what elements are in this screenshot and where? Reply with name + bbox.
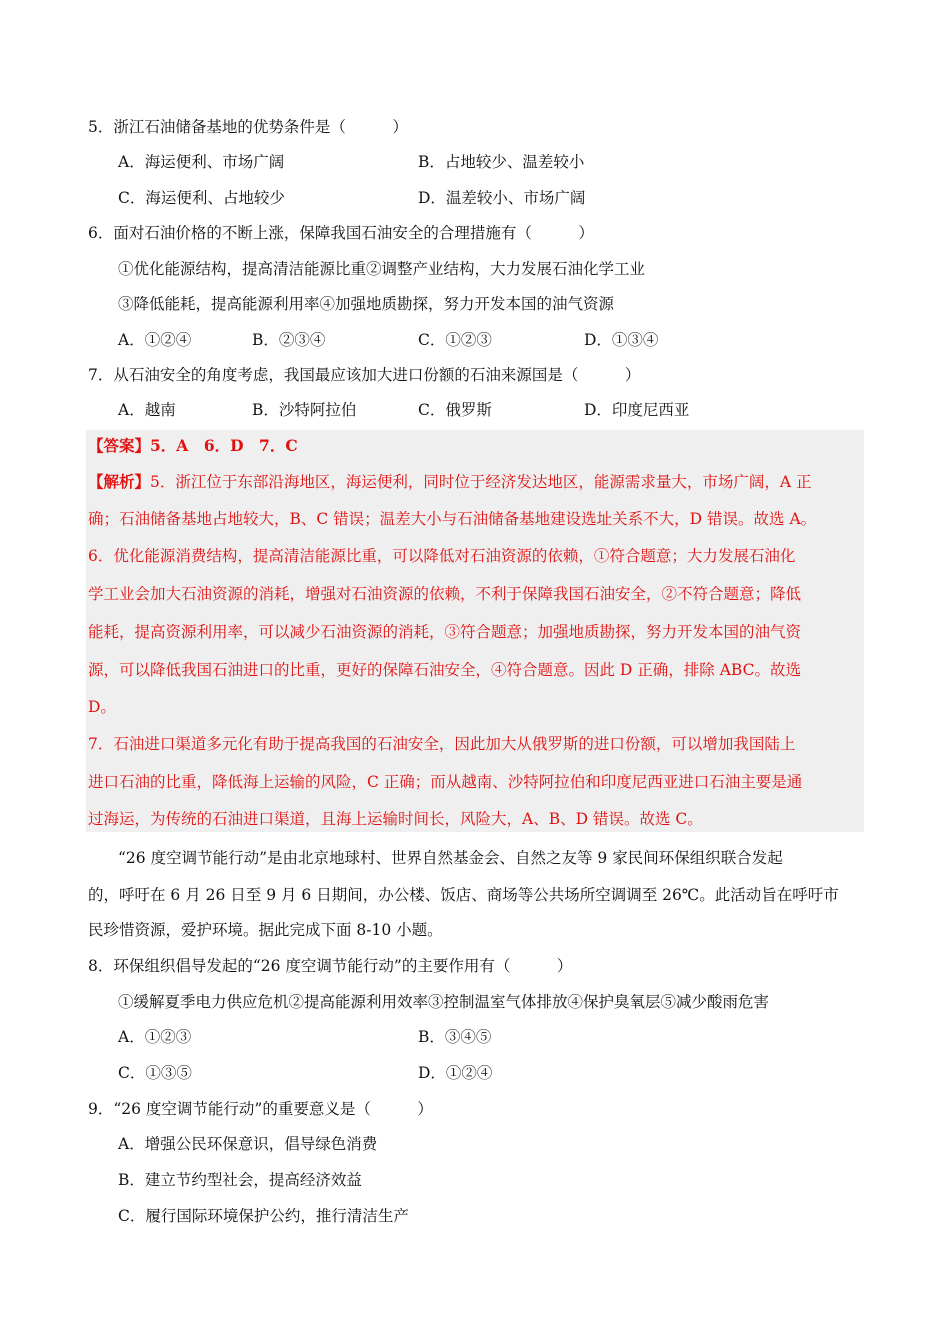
passage-line-3: 民珍惜资源，爱护环境。据此完成下面 8-10 小题。 (88, 921, 443, 939)
analysis-line-5: 能耗，提高资源利用率，可以减少石油资源的消耗，③符合题意；加强地质勘探，努力开发本国的油气资 (88, 623, 802, 641)
q7-option-a: A．越南 (118, 401, 176, 419)
q5-option-d: D．温差较小、市场广阔 (418, 189, 586, 207)
q8-option-a: A．①②③ (118, 1028, 192, 1046)
analysis-line-7: D。 (88, 698, 116, 716)
q6-option-a: A．①②④ (118, 331, 192, 349)
q9-option-b: B．建立节约型社会，提高经济效益 (118, 1171, 362, 1189)
answer-tag: 【答案】 (88, 436, 151, 455)
q5-option-a: A．海运便利、市场广阔 (118, 153, 285, 171)
q9-option-c: C．履行国际环境保护公约，推行清洁生产 (118, 1207, 409, 1225)
q5-option-b: B．占地较少、温差较小 (418, 153, 585, 171)
passage-line-2: 的，呼吁在 6 月 26 日至 9 月 6 日期间，办公楼、饭店、商场等公共场所空调调至 26℃。此活动旨在呼吁市 (88, 886, 839, 904)
q6-option-b: B．②③④ (252, 331, 326, 349)
q6-option-d: D．①③④ (584, 331, 659, 349)
q7-option-b: B．沙特阿拉伯 (252, 401, 357, 419)
q7-option-c: C．俄罗斯 (418, 401, 492, 419)
answer-text: 5．A 6．D 7．C (150, 436, 298, 455)
q5-option-c: C．海运便利、占地较少 (118, 189, 285, 207)
q8-option-c: C．①③⑤ (118, 1064, 192, 1082)
analysis-line-8: 7．石油进口渠道多元化有助于提高我国的石油安全，因此加大从俄罗斯的进口份额，可以增加我国陆上 (88, 735, 796, 753)
q6-item-line-1: ①优化能源结构，提高清洁能源比重②调整产业结构，大力发展石油化学工业 (118, 260, 646, 278)
q7-stem: 7．从石油安全的角度考虑，我国最应该加大进口份额的石油来源国是（ ） (88, 366, 641, 384)
q9-option-a: A．增强公民环保意识，倡导绿色消费 (118, 1135, 378, 1153)
q9-stem: 9．“26 度空调节能行动”的重要意义是（ ） (88, 1100, 433, 1118)
q7-option-d: D．印度尼西亚 (584, 401, 690, 419)
analysis-line-3: 6．优化能源消费结构，提高清洁能源比重，可以降低对石油资源的依赖，①符合题意；大力发展石油化 (88, 547, 796, 565)
analysis-line-1 (88, 472, 812, 492)
analysis-line-9: 进口石油的比重，降低海上运输的风险，C 正确；而从越南、沙特阿拉伯和印度尼西亚进口石油主要是通 (88, 773, 803, 791)
analysis-line-10: 过海运，为传统的石油进口渠道，且海上运输时间长，风险大，A、B、D 错误。故选 C。 (88, 810, 703, 828)
q5-stem: 5．浙江石油储备基地的优势条件是（ ） (88, 118, 408, 136)
q8-stem: 8．环保组织倡导发起的“26 度空调节能行动”的主要作用有（ ） (88, 957, 573, 975)
analysis-line-4: 学工业会加大石油资源的消耗，增强对石油资源的依赖，不利于保障我国石油安全，②不符合题意；降低 (88, 585, 802, 603)
analysis-tag: 【解析】 (88, 472, 151, 491)
q6-stem: 6．面对石油价格的不断上涨，保障我国石油安全的合理措施有（ ） (88, 224, 594, 242)
q6-item-line-2: ③降低能耗，提高能源利用率④加强地质勘探，努力开发本国的油气资源 (118, 295, 615, 313)
q8-option-d: D．①②④ (418, 1064, 493, 1082)
q6-option-c: C．①②③ (418, 331, 492, 349)
answer-line (88, 436, 298, 456)
analysis-line-6: 源，可以降低我国石油进口的比重，更好的保障石油安全，④符合题意。因此 D 正确，排除 ABC。故选 (88, 661, 801, 679)
passage-line-1: “26 度空调节能行动”是由北京地球村、世界自然基金会、自然之友等 9 家民间环保组织联合发起 (118, 849, 783, 867)
q8-items: ①缓解夏季电力供应危机②提高能源利用效率③控制温室气体排放④保护臭氧层⑤减少酸雨危害 (118, 993, 770, 1011)
analysis-text-1: 5．浙江位于东部沿海地区，海运便利，同时位于经济发达地区，能源需求量大，市场广阔，A 正 (150, 473, 812, 491)
analysis-line-2: 确；石油储备基地占地较大，B、C 错误；温差大小与石油储备基地建设选址关系不大，D 错误。故选 A。 (88, 510, 817, 528)
q8-option-b: B．③④⑤ (418, 1028, 492, 1046)
